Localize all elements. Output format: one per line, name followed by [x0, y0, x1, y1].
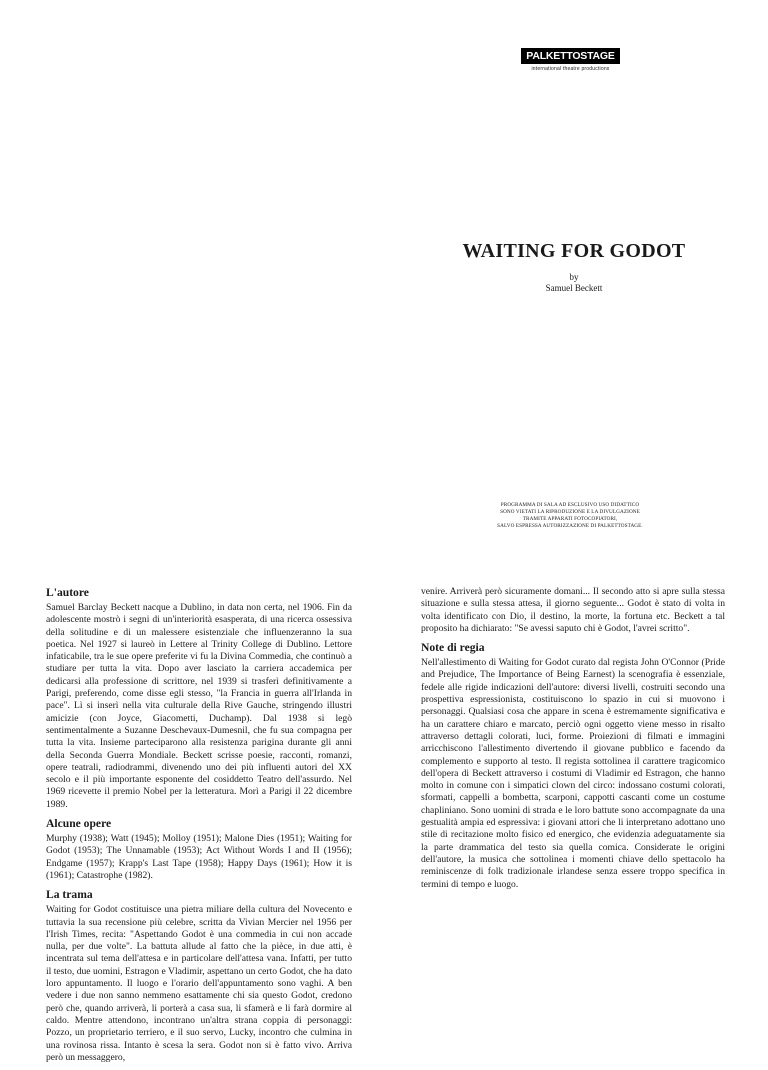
- section-heading-opere: Alcune opere: [46, 817, 112, 831]
- disclaimer-line: TRAMITE APPARATI FOTOCOPIATORI,: [522, 516, 618, 522]
- section-text-trama-continued: venire. Arriverà però sicuramente domani... Il secondo atto si apre sulla stessa situazione e sulla stessa attesa, il giorno seguente... Godot è stato di volta in volta identificato con Dio, il destino, la morte, la fortuna etc. Beckett a tal proposito ha dichiarato: "Se avessi saputo chi è Godot, l'avrei scritto".: [421, 586, 725, 634]
- section-text-regia: Nell'allestimento di Waiting for Godot curato dal regista John O'Connor (Pride and Prejudice, The Importance of Being Earnest) la scenografia è essenziale, fedele alle rigide indicazioni dell'autore: diversi livelli, costruiti secondo una prospettiva espressionista, costituiscono lo spazio in cui si muovono i personaggi. Qualsiasi cosa che appare in scena è estremamente significativa e ha un carattere chiaro e marcato, perciò ogni oggetto viene messo in risalto attraverso dettagli colorati, luci, forme. Proiezioni di filmati e immagini arricchiscono l'allestimento divertendo il giovane pubblico e facendo da complemento e supporto al testo. Il regista sottolinea il carattere tragicomico dell'opera di Beckett attraverso i costumi di Vladimir ed Estragon, che hanno molto in comune con i simpatici clown del circo: indossano costumi colorati, sformati, cappelli a bombetta, scarponi, cappotti cascanti come un costume chapliniano. Sono uomini di strada e le loro battute sono accompagnate da una gestualità ampia ed espressiva: i giovani attori che li interpretano adottano uno stile di recitazione molto fisico ed energico, che evidenzia adeguatamente sia la parte drammatica del testo sia quella comica. Considerate le origini dell'autore, la musica che sottolinea i momenti chiave dello spettacolo ha reminiscenze di folk tradizionale irlandese senza essere troppo specifica in termini di tempo e luogo.: [421, 657, 725, 890]
- author-name: Samuel Beckett: [545, 283, 603, 293]
- section-heading-regia: Note di regia: [421, 641, 485, 655]
- left-column: [46, 586, 352, 1070]
- logo-tagline: international theatre productions: [531, 66, 610, 72]
- copyright-disclaimer: [470, 502, 670, 530]
- disclaimer-line: SALVO ESPRESSA AUTORIZZAZIONE DI PALKETTOSTAGE.: [497, 523, 643, 529]
- section-text-trama: Waiting for Godot costituisce una pietra miliare della cultura del Novecento e tuttavia la sua recensione più celebre, scritta da Vivian Mercier nel 1956 per l'Irish Times, recita: "Aspettando Godot è una commedia in cui non accade nulla, per due volte". La battuta allude al fatto che la pièce, in due atti, è incentrata sul tema dell'attesa e in particolare dell'attesa vana. Infatti, per tutto il testo, due uomini, Estragon e Vladimir, aspettano un certo Godot, che ha dato loro appuntamento. Il luogo e l'orario dell'appuntamento sono vaghi. A ben vedere i due non sanno nemmeno esattamente chi sia questo Godot, credono però che, quando arriverà, li porterà a casa sua, li sfamerà e li farà dormire al caldo. Mentre attendono, incontrano un'altra strana coppia di personaggi: Pozzo, un proprietario terriero, e il suo servo, Lucky, incontro che culmina in una rovinosa rissa. Intanto è scesa la sera. Godot non si è fatto vivo. Arriva però un messaggero,: [46, 904, 352, 1063]
- by-label: by: [569, 272, 579, 282]
- section-text-opere: Murphy (1938); Watt (1945); Molloy (1951); Malone Dies (1951); Waiting for Godot (1953); The Unnamable (1953); Act Without Words I and II (1956); Endgame (1957); Krapp's Last Tape (1958); Happy Days (1961); How it is (1961); Catastrophe (1982).: [46, 833, 352, 881]
- section-heading-autore: L'autore: [46, 586, 89, 599]
- right-column: [421, 586, 725, 897]
- disclaimer-line: PROGRAMMA DI SALA AD ESCLUSIVO USO DIDATTICO: [500, 502, 640, 508]
- palkettostage-logo: PALKETTOSTAGE: [521, 48, 620, 64]
- play-title: WAITING FOR GODOT: [462, 240, 686, 262]
- section-heading-trama: La trama: [46, 888, 93, 902]
- section-text-autore: Samuel Barclay Beckett nacque a Dublino, in data non certa, nel 1906. Fin da adolescente mostrò i segni di un'interiorità esasperata, di una ricerca ossessiva della solitudine e di un malessere esistenziale che influenzeranno la sua poetica. Nel 1927 si laureò in Lettere al Trinity College di Dublino. Lettore infaticabile, tra le sue opere preferite vi fu la Divina Commedia, che continuò a studiare per tutta la vita. Dopo aver lasciato la carriera accademica per dedicarsi alla professione di scrittore, nel 1939 si trasferì definitivamente a Parigi, preferendo, come disse egli stesso, "la Francia in guerra all'Irlanda in pace". Lì si inserì nella vita culturale della Rive Gauche, stringendo illustri amicizie (con Joyce, Giacometti, Duchamp). Dal 1938 si legò sentimentalmente a Suzanne Deschevaux-Dumesnil, che fu sua compagna per tutta la vita. Insieme parteciparono alla resistenza parigina durante gli anni della Seconda Guerra Mondiale. Beckett scrisse poesie, racconti, romanzi, opere teatrali, radiodrammi, divenendo uno dei più influenti autori del XX secolo e il più importante esponente del cosiddetto Teatro dell'assurdo. Nel 1969 ricevette il premio Nobel per la letteratura. Morì a Parigi il 22 dicembre 1989.: [46, 602, 352, 810]
- disclaimer-line: SONO VIETATI LA RIPRODUZIONE E LA DIVULGAZIONE: [500, 509, 640, 515]
